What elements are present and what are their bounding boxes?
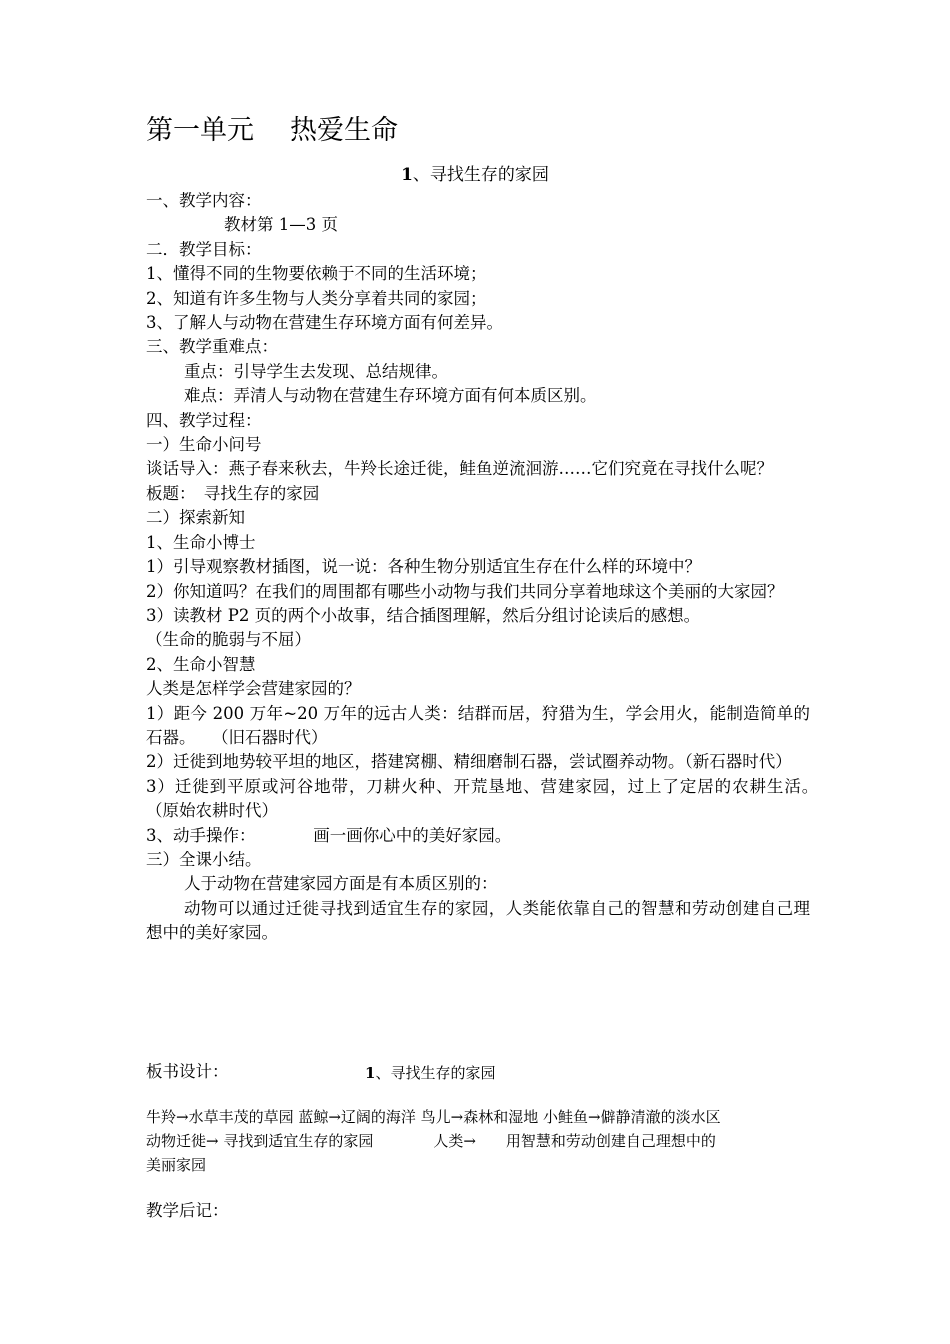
subsection-heading: 一）生命小问号 (146, 435, 262, 455)
body-line: 重点：引导学生去发现、总结规律。 (184, 361, 448, 381)
board-line: 美丽家园 (146, 1156, 207, 1174)
body-line: 2、知道有许多生物与人类分享着共同的家园； (146, 288, 487, 308)
body-line: 2、生命小智慧 (146, 654, 256, 674)
lesson-title (0, 162, 950, 188)
board-design-content (146, 1105, 810, 1177)
subsection-heading: 三）全课小结。 (146, 849, 262, 869)
lesson-number: 1 (401, 165, 413, 185)
board-title-number: 1 (365, 1064, 376, 1082)
section-heading: 一、教学内容： (146, 191, 262, 210)
body-line: 人于动物在营建家园方面是有本质区别的： (184, 874, 498, 894)
body-line: 1、生命小博士 (146, 532, 256, 552)
body-line: 难点：弄清人与动物在营建生存环境方面有何本质区别。 (184, 386, 597, 406)
board-line: 动物迁徙→ 寻找到适宜生存的家园 人类→ 用智慧和劳动创建自己理想中的 (146, 1132, 716, 1150)
unit-title-right: 热爱生命 (290, 115, 398, 146)
board-line: 牛羚→水草丰茂的草园 蓝鲸→辽阔的海洋 鸟儿→森林和湿地 小鲑鱼→僻静清澈的淡水区 (146, 1108, 721, 1126)
section-heading: 四、教学过程： (146, 410, 262, 430)
unit-title-left: 第一单元 (146, 115, 254, 146)
body-line: 3、了解人与动物在营建生存环境方面有何差异。 (146, 313, 503, 333)
body-paragraph: 1）距今 200 万年~20 万年的远古人类：结群而居，狩猎为生，学会用火，能制造简单的石器。 （旧石器时代） (146, 703, 810, 747)
lesson-body (146, 189, 860, 946)
body-line: （生命的脆弱与不屈） (146, 630, 311, 650)
body-paragraph: 2）迁徙到地势较平坦的地区，搭建窝棚、精细磨制石器，尝试圈养动物。（新石器时代） (146, 752, 792, 772)
section-heading: 二．教学目标： (146, 239, 262, 259)
body-line: 人类是怎样学会营建家园的？ (146, 679, 361, 699)
body-line: 3）读教材 P2 页的两个小故事，结合插图理解，然后分组讨论读后的感想。 (146, 605, 701, 625)
board-title-text: 、寻找生存的家园 (375, 1064, 496, 1082)
section-heading: 三、教学重难点： (146, 337, 278, 357)
body-line: 3、动手操作： 画一画你心中的美好家园。 (146, 825, 512, 845)
body-paragraph: 动物可以通过迁徙寻找到适宜生存的家园，人类能依靠自己的智慧和劳动创建自己理想中的美好家园。 (146, 898, 810, 943)
body-line: 1）引导观察教材插图，说一说：各种生物分别适宜生存在什么样的环境中？ (146, 557, 701, 577)
body-line: 教材第 1—3 页 (224, 215, 338, 235)
board-design-title (365, 1061, 495, 1085)
body-line: 1、懂得不同的生物要依赖于不同的生活环境； (146, 264, 487, 284)
subsection-heading: 二）探索新知 (146, 508, 245, 528)
unit-title (146, 113, 398, 149)
body-paragraph: 3）迁徙到平原或河谷地带，刀耕火种、开荒垦地、营建家园，过上了定居的农耕生活。 （原始农耕时代） (146, 776, 860, 821)
teaching-postscript: 教学后记： (146, 1201, 229, 1220)
board-design-heading: 板书设计： (146, 1062, 229, 1081)
body-paragraph: 2）你知道吗？在我们的周围都有哪些小动物与我们共同分享着地球这个美丽的大家园？ (146, 581, 784, 601)
body-line: 板题： 寻找生存的家园 (146, 483, 320, 503)
body-paragraph: 谈话导入：燕子春来秋去，牛羚长途迁徙，鲑鱼逆流洄游……它们究竟在寻找什么呢？ (146, 459, 773, 479)
lesson-title-text: 、寻找生存的家园 (412, 165, 549, 185)
